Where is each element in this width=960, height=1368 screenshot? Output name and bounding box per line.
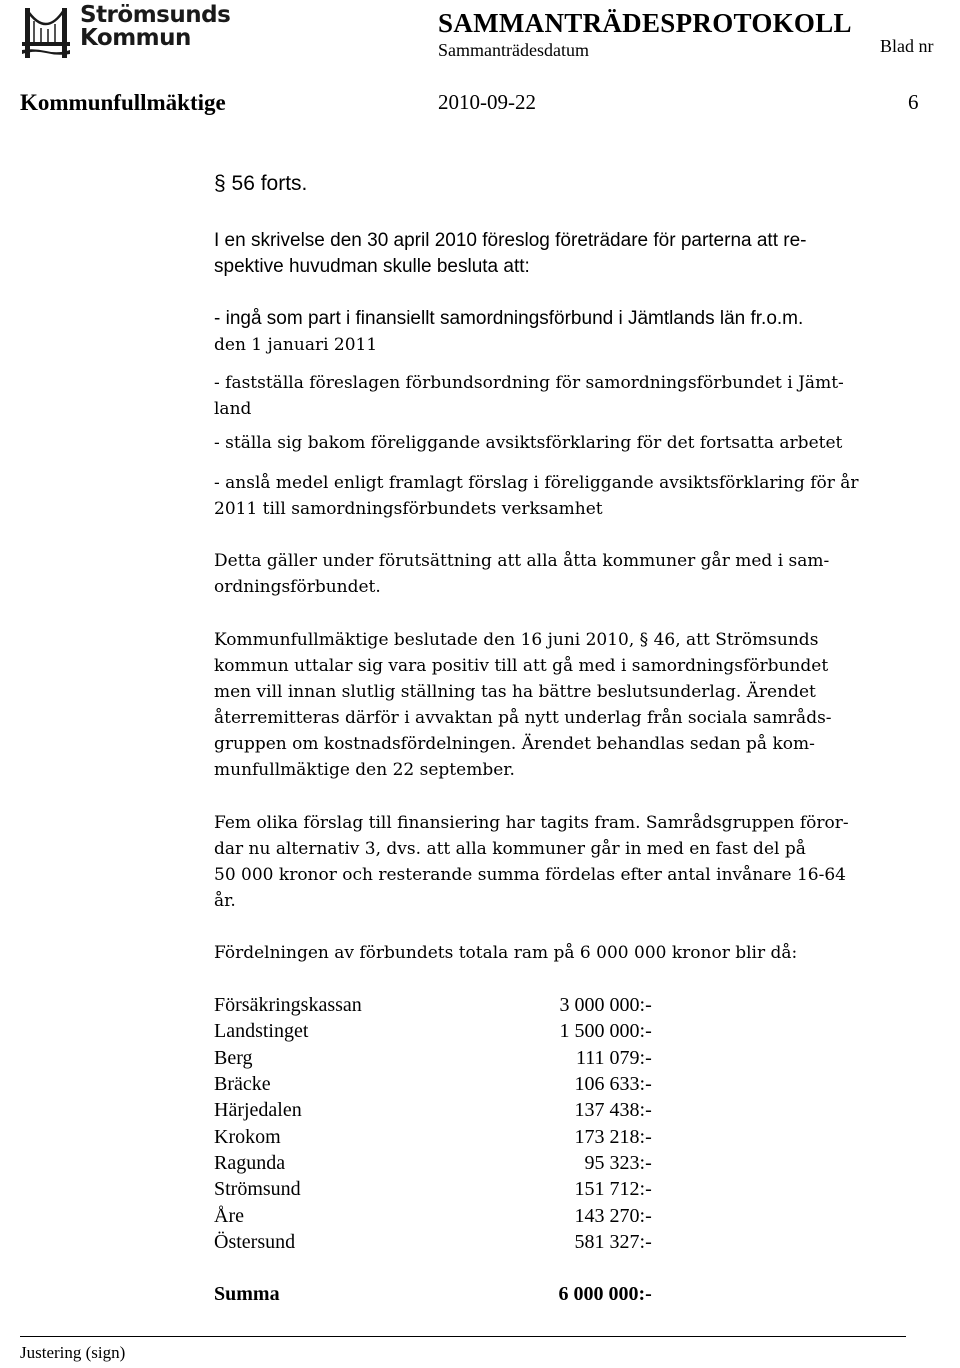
distribution-table — [214, 992, 652, 1307]
page-number: 6 — [908, 90, 919, 114]
text-line: men vill innan slutlig ställning tas ha bättre beslutsunderlag. Ärendet — [214, 682, 816, 702]
sum-row — [214, 1255, 652, 1307]
table-row — [214, 1123, 652, 1149]
party-name: Bräcke — [214, 1073, 271, 1096]
logo-line-1: Strömsunds — [80, 2, 231, 28]
decision-item-1 — [214, 306, 914, 332]
amount: 1 500 000:- — [559, 1020, 652, 1043]
text-line: - ingå som part i finansiellt samordningsförbund i Jämtlands län fr.o.m. — [214, 308, 804, 329]
meeting-date: 2010-09-22 — [438, 90, 536, 114]
party-name: Åre — [214, 1204, 244, 1227]
amount: 143 270:- — [574, 1204, 652, 1227]
text-line: Kommunfullmäktige beslutade den 16 juni 2010, § 46, att Strömsunds — [214, 630, 819, 650]
distribution-intro — [214, 940, 914, 966]
text-line: den 1 januari 2011 — [214, 335, 378, 355]
text-line: Fördelningen av förbundets totala ram på 6 000 000 kronor blir då: — [214, 943, 798, 963]
table-row — [214, 1018, 652, 1044]
amount: 95 323:- — [584, 1151, 652, 1174]
table-row — [214, 992, 652, 1018]
text-line: år. — [214, 891, 236, 911]
stromsunds-kommun-logo — [22, 2, 231, 64]
document-title: SAMMANTRÄDESPROTOKOLL — [438, 8, 852, 38]
decision-item-3 — [214, 430, 914, 456]
text-line: I en skrivelse den 30 april 2010 föreslog företrädare för parterna att re- — [214, 230, 807, 251]
amount: 3 000 000:- — [559, 994, 652, 1017]
party-name: Försäkringskassan — [214, 994, 362, 1017]
body-name: Kommunfullmäktige — [20, 90, 226, 115]
amount: 111 079:- — [576, 1046, 652, 1069]
text-line: 50 000 kronor och resterande summa fördelas efter antal invånare 16-64 — [214, 865, 846, 885]
table-row — [214, 1176, 652, 1202]
signature-label: Justering (sign) — [20, 1343, 126, 1362]
party-name: Ragunda — [214, 1151, 286, 1174]
table-row — [214, 1202, 652, 1228]
amount: 173 218:- — [574, 1125, 652, 1148]
party-name: Landstinget — [214, 1020, 309, 1043]
text-line: Fem olika förslag till finansiering har tagits fram. Samrådsgruppen föror- — [214, 813, 849, 833]
kf-paragraph — [214, 627, 914, 783]
table-row — [214, 1150, 652, 1176]
party-name: Strömsund — [214, 1178, 301, 1201]
party-name: Östersund — [214, 1230, 296, 1253]
amount: 106 633:- — [574, 1073, 652, 1096]
table-row — [214, 1071, 652, 1097]
party-name: Krokom — [214, 1125, 281, 1148]
financing-paragraph — [214, 810, 914, 914]
party-name: Härjedalen — [214, 1099, 302, 1122]
text-line: - ställa sig bakom föreliggande avsiktsförklaring för det fortsatta arbetet — [214, 433, 843, 453]
sum-label: Summa — [214, 1283, 280, 1306]
text-line: återremitteras därför i avvaktan på nytt underlag från sociala samråds- — [214, 708, 832, 728]
decision-item-4 — [214, 470, 914, 522]
decision-item-1b — [214, 332, 914, 358]
text-line: ordningsförbundet. — [214, 577, 381, 597]
text-line: munfullmäktige den 22 september. — [214, 760, 515, 780]
decision-item-2 — [214, 370, 914, 422]
text-line: gruppen om kostnadsfördelningen. Ärendet behandlas sedan på kom- — [214, 734, 815, 754]
amount: 137 438:- — [574, 1099, 652, 1122]
amount: 581 327:- — [574, 1230, 652, 1253]
text-line: - anslå medel enligt framlagt förslag i föreliggande avsiktsförklaring för år — [214, 473, 859, 493]
date-label: Sammanträdesdatum — [438, 40, 589, 60]
sum-amount: 6 000 000:- — [558, 1283, 652, 1306]
text-line: land — [214, 399, 252, 419]
text-line: - fastställa föreslagen förbundsordning för samordningsförbundet i Jämt- — [214, 373, 844, 393]
text-line: dar nu alternativ 3, dvs. att alla kommuner går in med en fast del på — [214, 839, 806, 859]
table-row — [214, 1045, 652, 1071]
table-row — [214, 1097, 652, 1123]
party-name: Berg — [214, 1046, 253, 1069]
text-line: kommun uttalar sig vara positiv till att gå med i samordningsförbundet — [214, 656, 829, 676]
text-line: 2011 till samordningsförbundets verksamhet — [214, 499, 603, 519]
bridge-logo-icon — [22, 4, 74, 62]
text-line: spektive huvudman skulle besluta att: — [214, 256, 530, 277]
signature-line — [20, 1336, 906, 1337]
intro-paragraph — [214, 228, 914, 280]
condition-paragraph — [214, 548, 914, 600]
logo-line-2: Kommun — [80, 25, 191, 51]
text-line: Detta gäller under förutsättning att alla åtta kommuner går med i sam- — [214, 551, 830, 571]
table-row — [214, 1229, 652, 1255]
amount: 151 712:- — [574, 1178, 652, 1201]
page-label: Blad nr — [880, 36, 934, 56]
section-heading: § 56 forts. — [214, 172, 308, 195]
